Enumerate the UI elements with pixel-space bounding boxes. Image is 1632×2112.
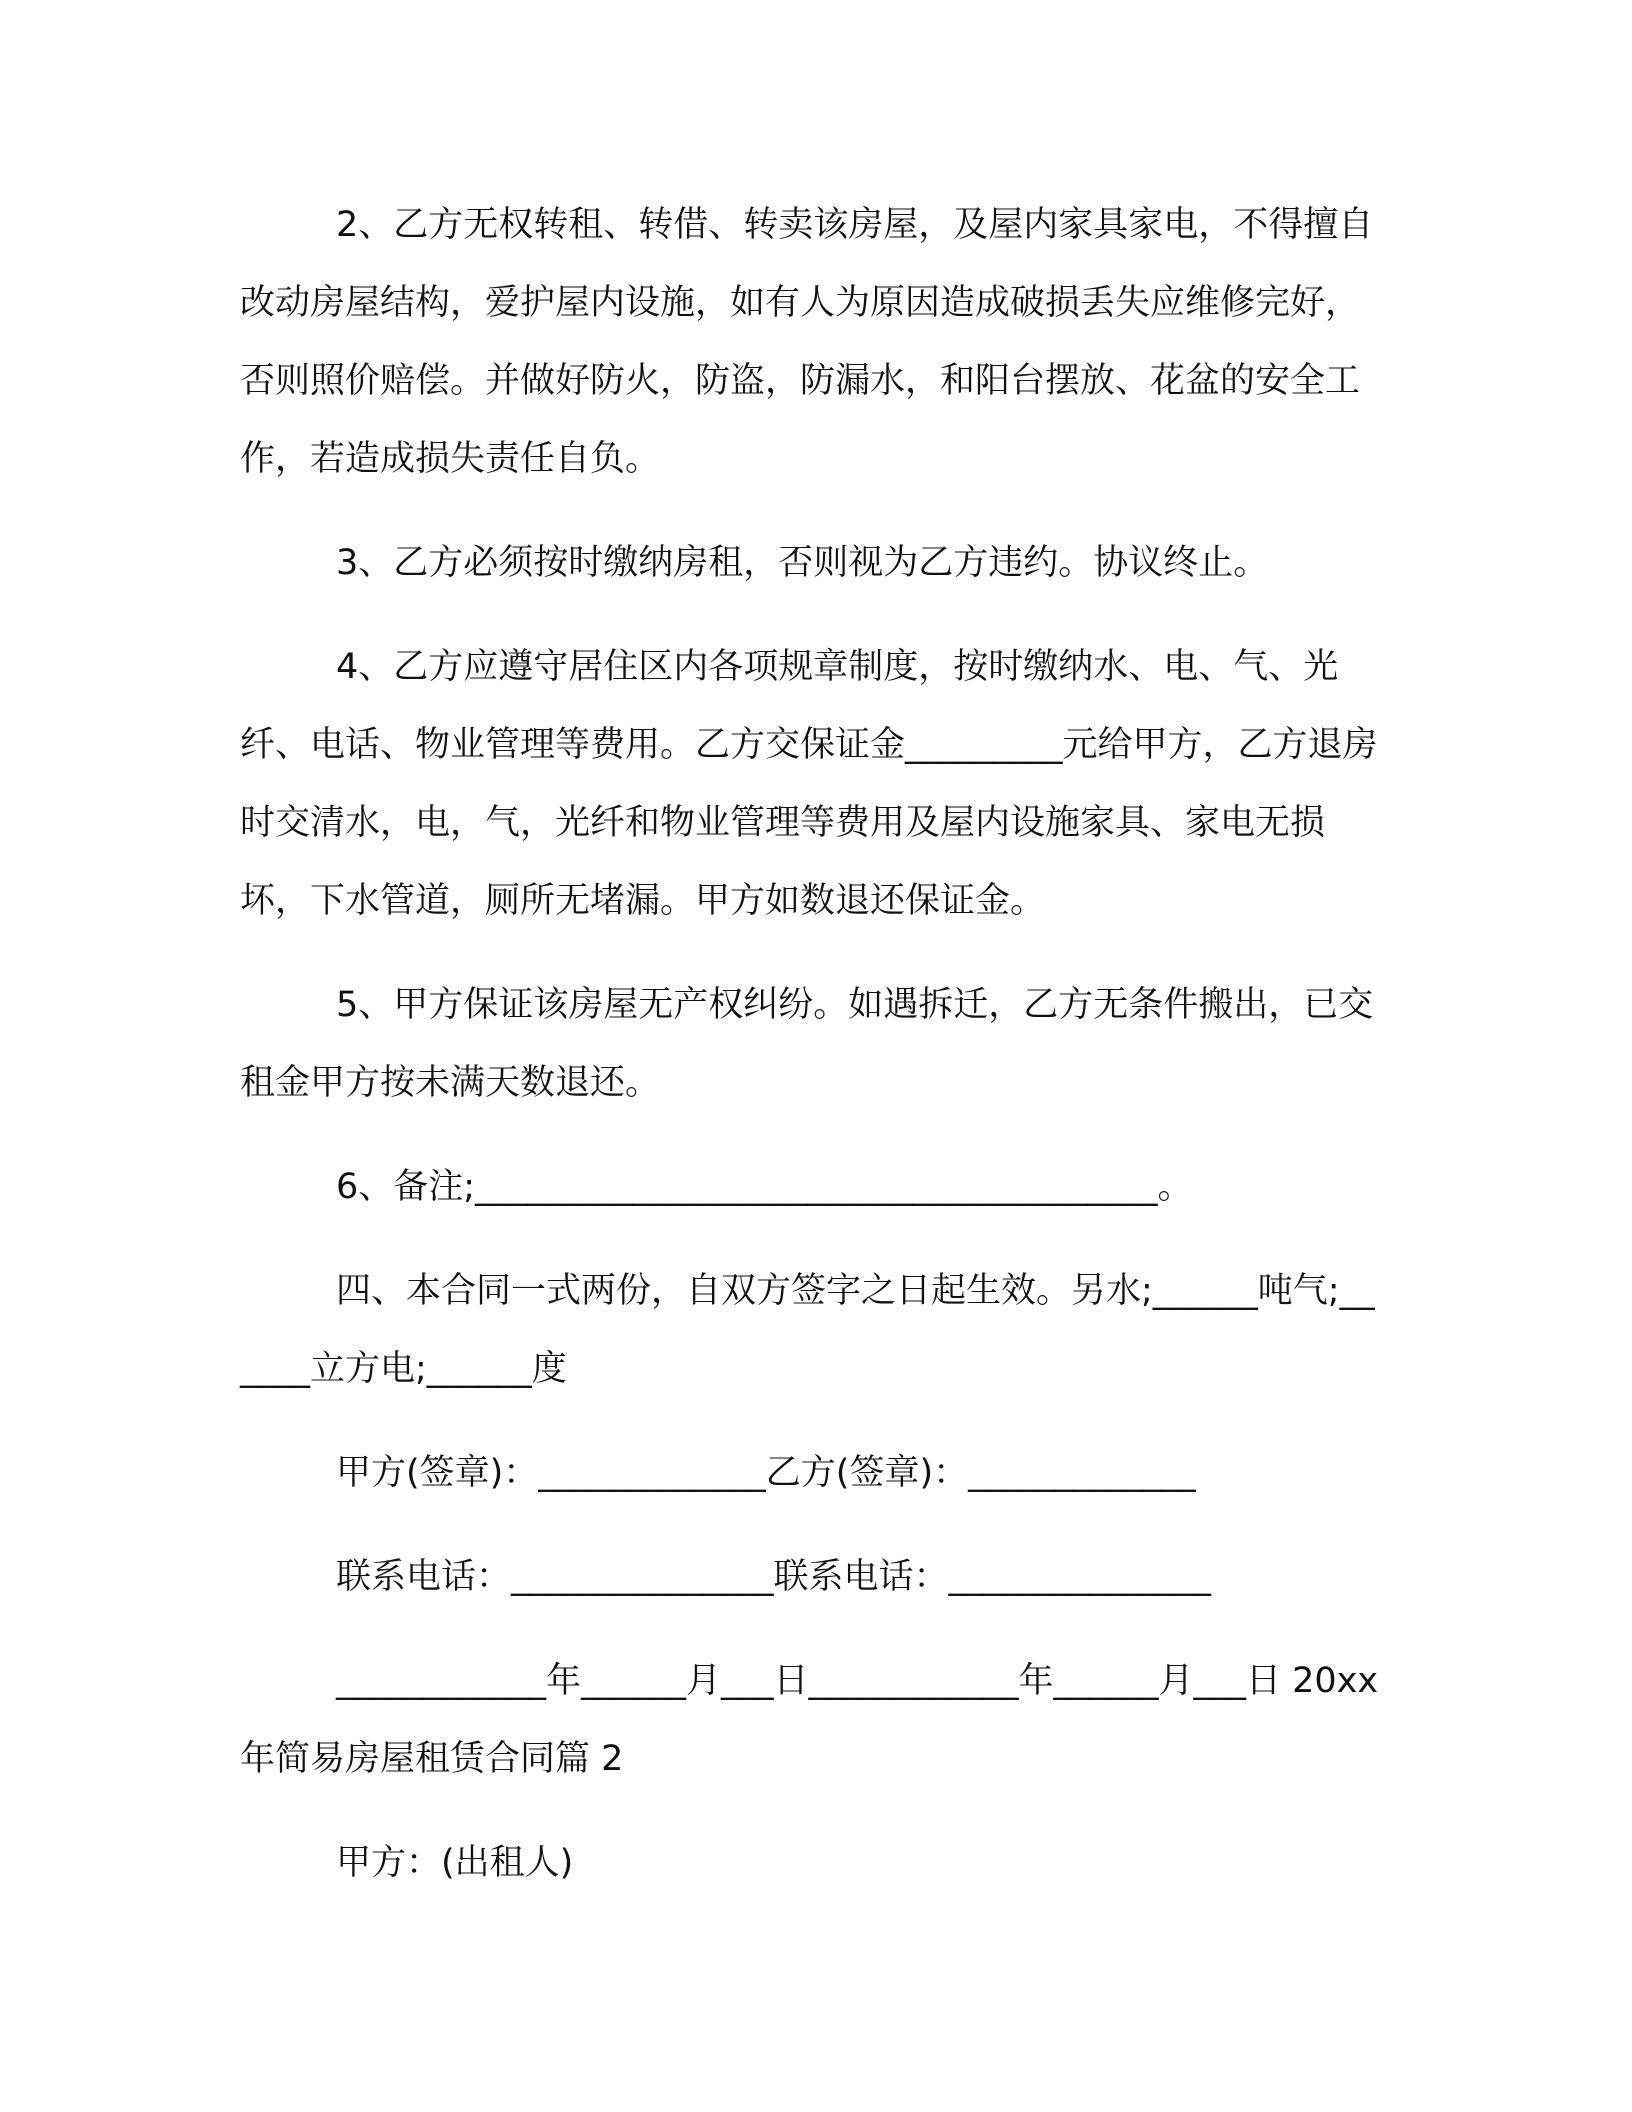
contract-body (240, 186, 1386, 1928)
date-line: ____________年______月___日____________年______月___日 20xx 年简易房屋租赁合同篇 2 (240, 1661, 1379, 1779)
phone-line: 联系电话：_______________联系电话：_______________ (336, 1557, 1212, 1597)
party-a-line: 甲方：(出租人) (336, 1843, 574, 1883)
section-4-paragraph: 四、本合同一式两份，自双方签字之日起生效。另水;______吨气;______立方电;______度 (240, 1271, 1375, 1389)
clause-2-paragraph: 2、乙方无权转租、转借、转卖该房屋，及屋内家具家电，不得擅自改动房屋结构，爱护屋内设施，如有人为原因造成破损丢失应维修完好，否则照价赔偿。并做好防火，防盗，防漏水，和阳台摆放、花盆的安全工作，若造成损失责任自负。 (240, 205, 1374, 479)
signature-line: 甲方(签章)：_____________乙方(签章)：_____________ (336, 1453, 1196, 1493)
clause-6-remarks: 6、备注;_______________________________________。 (336, 1167, 1193, 1207)
clause-3-paragraph: 3、乙方必须按时缴纳房租，否则视为乙方违约。协议终止。 (336, 543, 1269, 583)
clause-5-paragraph: 5、甲方保证该房屋无产权纠纷。如遇拆迁，乙方无条件搬出，已交租金甲方按未满天数退还。 (240, 985, 1374, 1103)
clause-4-paragraph: 4、乙方应遵守居住区内各项规章制度，按时缴纳水、电、气、光纤、电话、物业管理等费用。乙方交保证金_________元给甲方，乙方退房时交清水，电，气，光纤和物业管理等费用及屋内设施家具、家电无损坏，下水管道，厕所无堵漏。甲方如数退还保证金。 (240, 647, 1378, 921)
